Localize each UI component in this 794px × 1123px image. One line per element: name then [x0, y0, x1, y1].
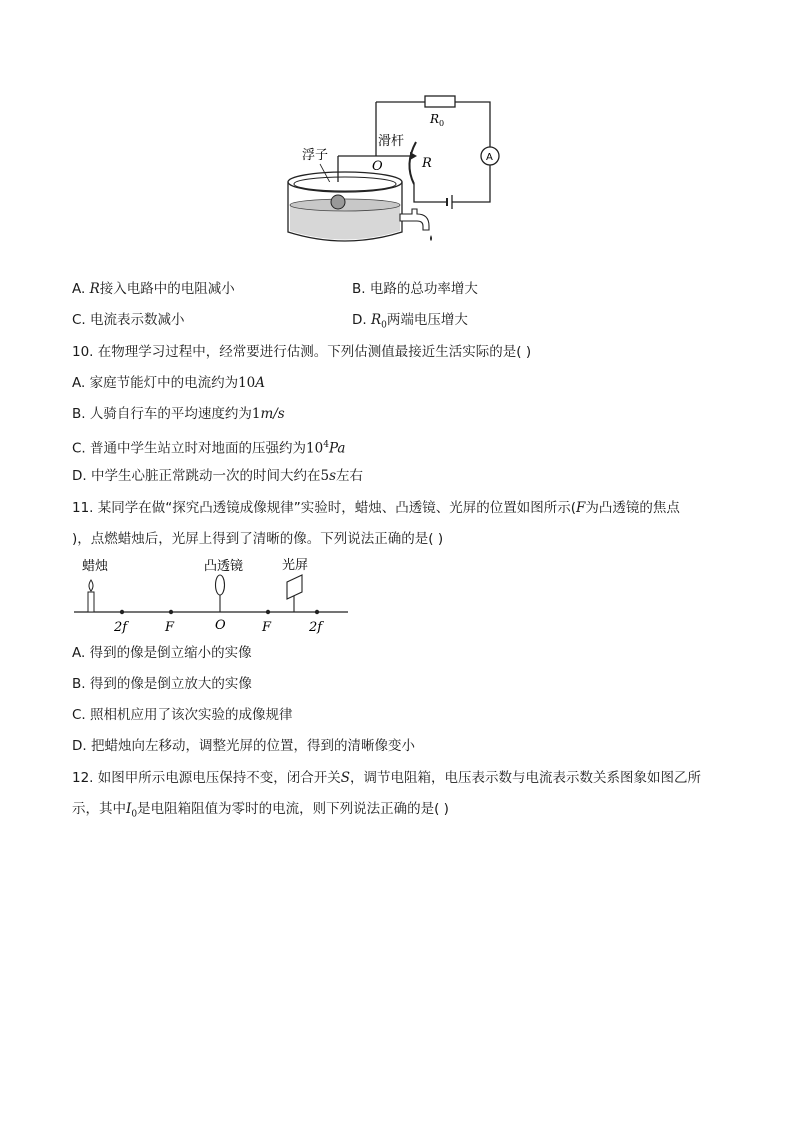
tick-f-left-dot	[169, 610, 173, 614]
q12-stem-line1: 12. 如图甲所示电源电压保持不变，闭合开关S，调节电阻箱，电压表示数与电流表示数关系图象如图乙所	[72, 770, 702, 786]
q10-option-d: D. 中学生心脏正常跳动一次的时间大约在5s左右	[72, 468, 364, 484]
water-drop	[430, 235, 432, 241]
faucet	[400, 209, 429, 230]
tick-label-f-right: F	[262, 620, 272, 635]
light-screen	[287, 575, 302, 599]
label-rheostat-r: R	[422, 156, 432, 171]
q11-stem-line1: 11. 某同学在做“探究凸透镜成像规律”实验时，蜡烛、凸透镜、光屏的位置如图所示(F为凸透镜的焦点	[72, 500, 680, 516]
circuit-wire-right	[455, 102, 490, 148]
q10-option-a: A. 家庭节能灯中的电流约为10A	[72, 375, 266, 391]
q9-option-b: B. 电路的总功率增大	[352, 281, 478, 297]
tick-label-2f-left: 2f	[114, 620, 128, 635]
q9-option-d: D. $R_0$两端电压增大	[352, 312, 468, 331]
q11-option-d: D. 把蜡烛向左移动，调整光屏的位置，得到的清晰像变小	[72, 738, 415, 754]
slide-rod-arrow	[410, 152, 417, 160]
q10-stem: 10. 在物理学习过程中，经常要进行估测。下列估测值最接近生活实际的是( )	[72, 344, 532, 360]
q9-option-a: A. R接入电路中的电阻减小	[72, 281, 235, 297]
label-screen: 光屏	[282, 558, 309, 573]
q12-stem-line2: 示，其中$I_0$是电阻箱阻值为零时的电流，则下列说法正确的是( )	[72, 801, 449, 820]
label-pivot-o: O	[372, 159, 383, 174]
label-lens: 凸透镜	[204, 559, 244, 574]
label-candle: 蜡烛	[82, 559, 109, 574]
tick-label-o: O	[215, 618, 226, 633]
q10-option-c: C. 普通中学生站立时对地面的压强约为$10^4Pa$	[72, 440, 346, 457]
resistor-r0	[425, 96, 455, 107]
ammeter-label: A	[486, 152, 493, 163]
convex-lens	[216, 575, 225, 595]
circuit-wire-bottom-left	[414, 184, 447, 202]
tick-label-f-left: F	[165, 620, 175, 635]
candle-body	[88, 592, 94, 612]
tick-2f-right-dot	[315, 610, 319, 614]
q10-option-b: B. 人骑自行车的平均速度约为1m/s	[72, 406, 285, 422]
q11-option-b: B. 得到的像是倒立放大的实像	[72, 676, 252, 692]
label-float: 浮子	[302, 148, 329, 163]
q11-option-a: A. 得到的像是倒立缩小的实像	[72, 645, 252, 661]
label-slide-rod: 滑杆	[378, 134, 405, 149]
q9-option-c: C. 电流表示数减小	[72, 312, 185, 328]
label-r0: $R_0$	[430, 112, 445, 128]
float-ball	[331, 195, 345, 209]
tick-label-2f-right: 2f	[309, 620, 323, 635]
tick-f-right-dot	[266, 610, 270, 614]
candle-flame	[89, 580, 93, 591]
tick-2f-left-dot	[120, 610, 124, 614]
circuit-wire-bottom-right	[452, 165, 490, 202]
q11-option-c: C. 照相机应用了该次实验的成像规律	[72, 707, 293, 723]
float-gauge-circuit-diagram	[280, 92, 510, 252]
q11-stem-line2: )，点燃蜡烛后，光屏上得到了清晰的像。下列说法正确的是( )	[72, 531, 444, 547]
rheostat-arc	[409, 142, 416, 184]
optical-bench-diagram	[72, 552, 357, 640]
